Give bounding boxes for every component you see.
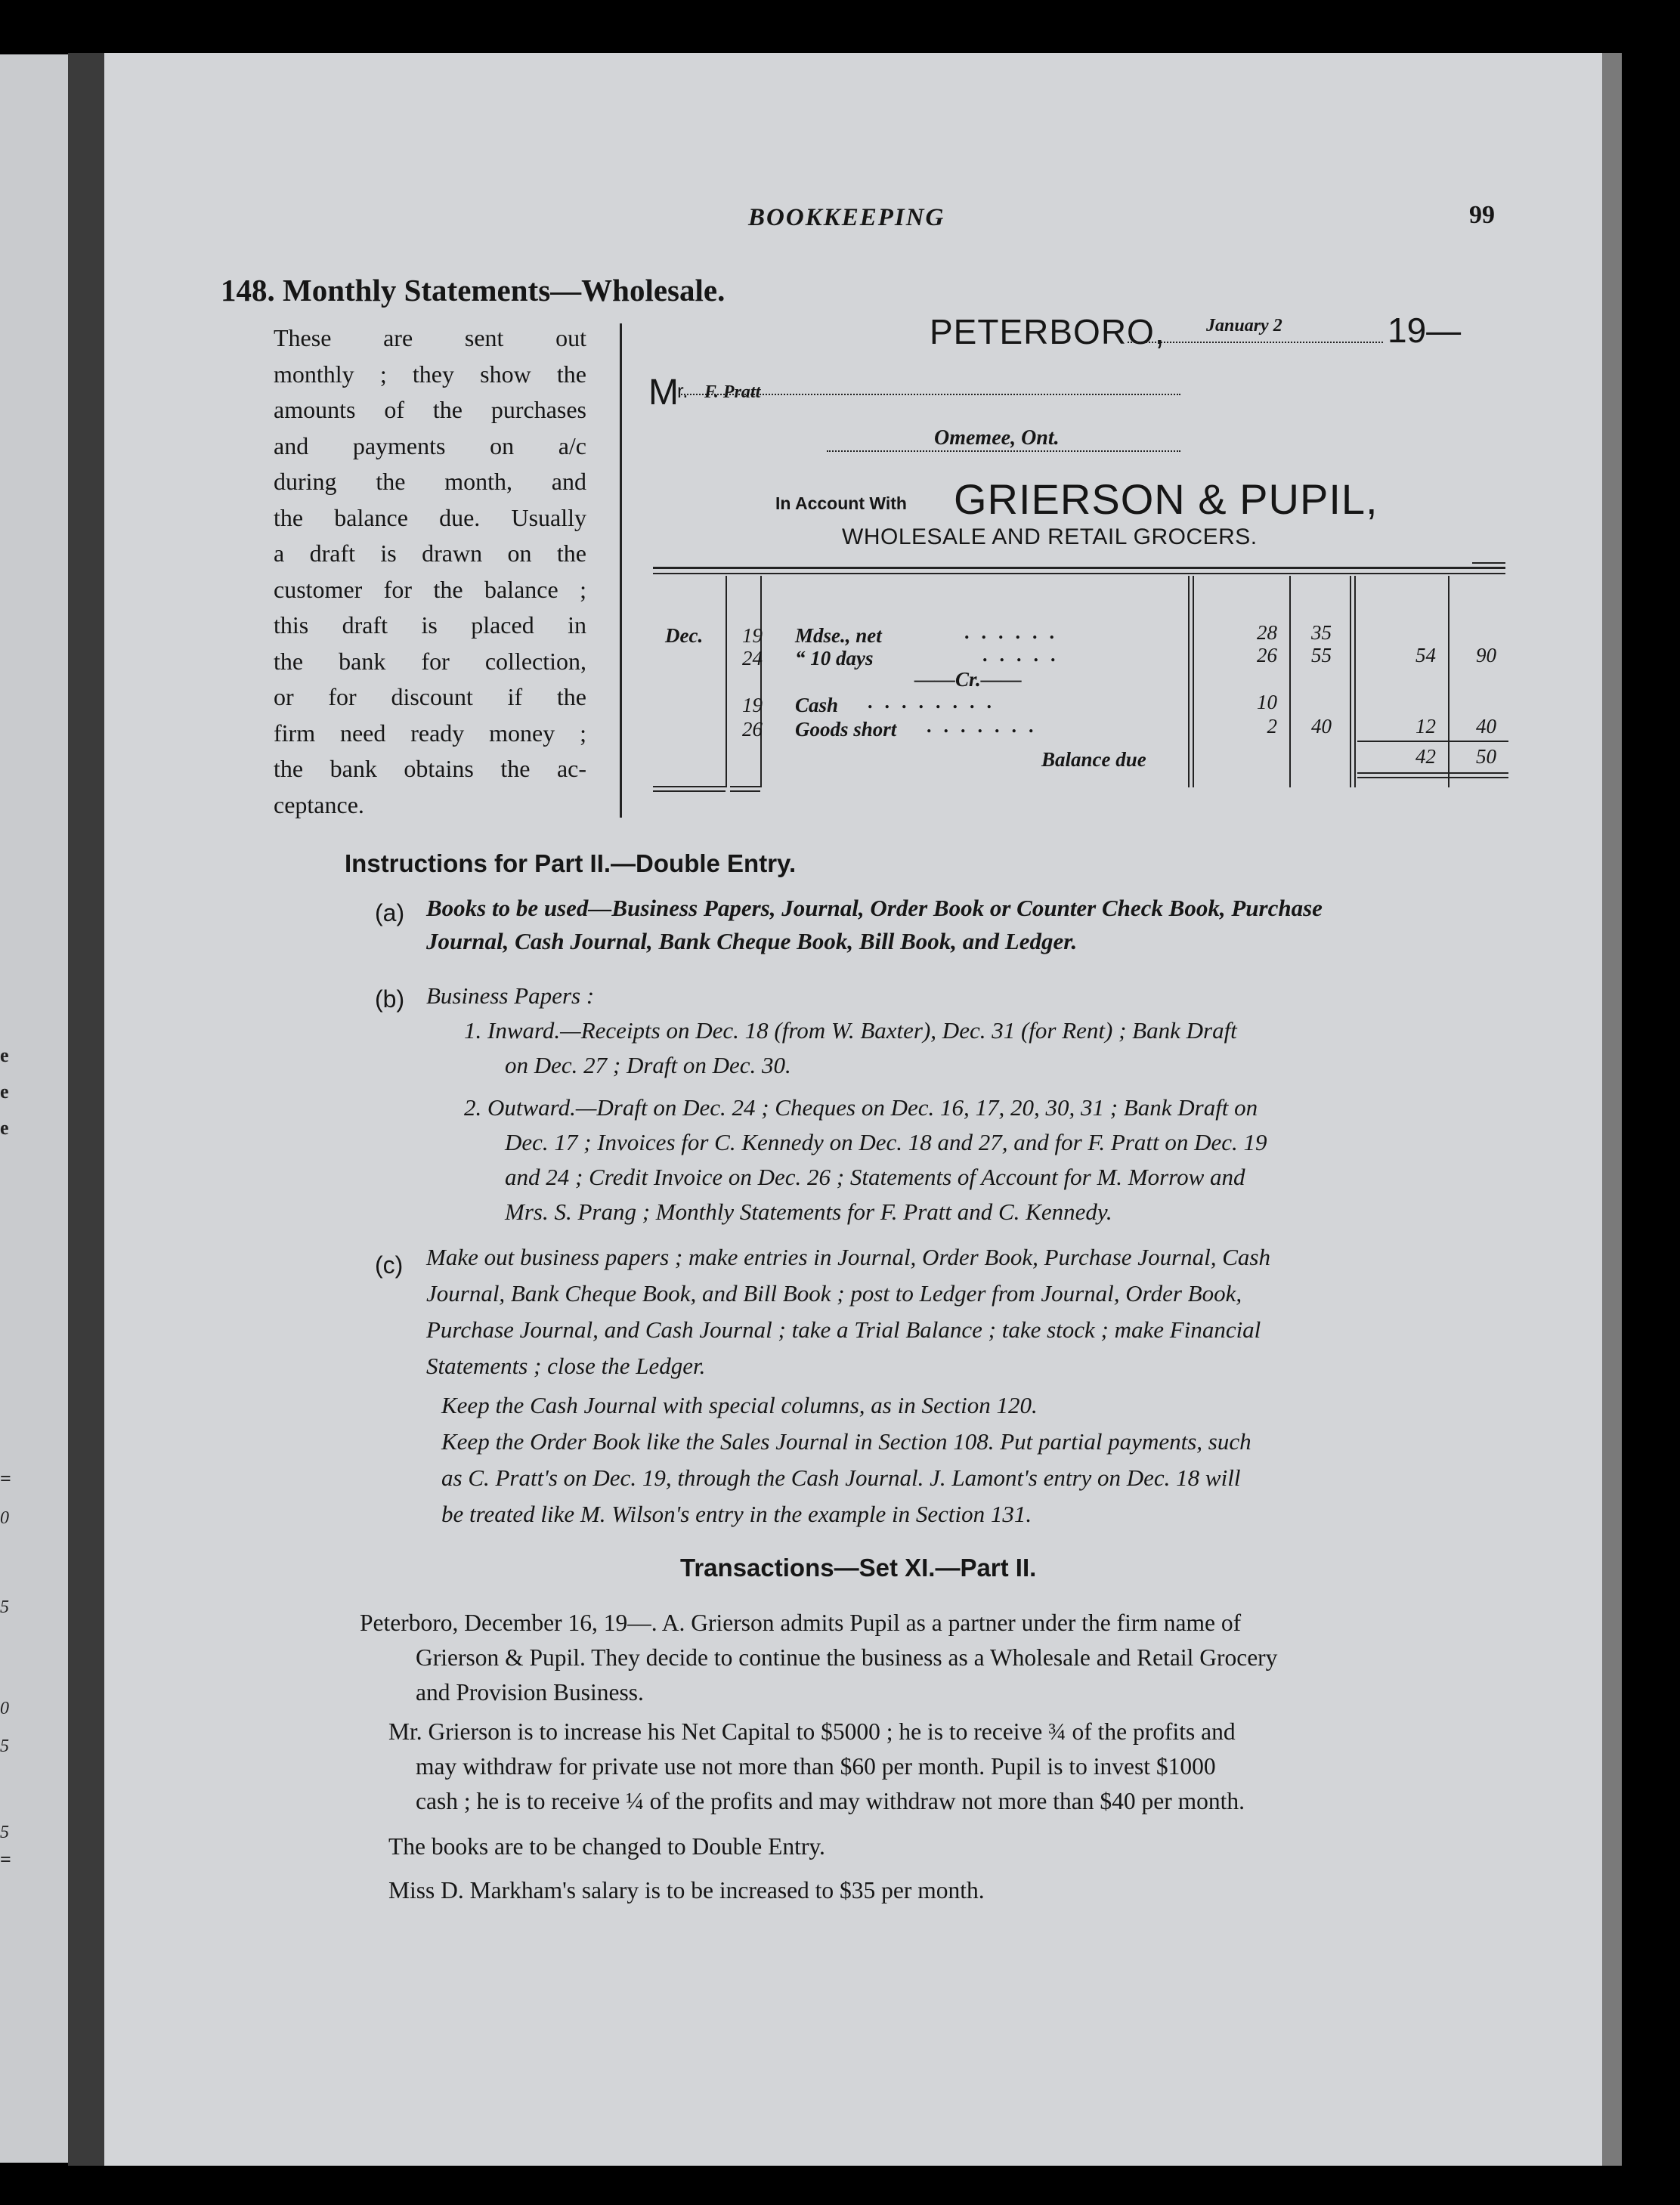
table-rule — [730, 786, 760, 787]
table-column-line — [1193, 576, 1194, 787]
transaction-line: Miss D. Markham's salary is to be increased to $35 per month. — [388, 1877, 985, 1903]
side-text-line: amounts of the purchases — [274, 396, 586, 423]
left-page-fragment: 5 — [0, 1736, 9, 1756]
dotted-line — [827, 450, 1180, 452]
side-text-line: These are sent out — [274, 324, 586, 351]
table-column-line — [760, 576, 762, 787]
total-rule — [1357, 772, 1508, 774]
table-item: Goods short — [795, 718, 897, 741]
instruction-line: as C. Pratt's on Dec. 19, through the Cash Journal. J. Lamont's entry on Dec. 18 will — [441, 1464, 1241, 1491]
label-a: (a) — [375, 899, 405, 926]
table-rule — [653, 786, 726, 787]
table-debit-dollars: 26 — [1257, 644, 1277, 666]
table-item: Mdse., net — [795, 624, 882, 647]
leader-dots: ........ — [868, 691, 1004, 713]
instruction-line: Journal, Cash Journal, Bank Cheque Book, Bill Book, and Ledger. — [426, 928, 1078, 954]
table-column-line — [726, 576, 727, 787]
statement-date: January 2 — [1206, 316, 1282, 336]
table-debit-cents: 35 — [1311, 621, 1332, 644]
instruction-line: Statements ; close the Ledger. — [426, 1353, 706, 1379]
customer-name: F. Pratt — [704, 382, 761, 402]
left-page-fragment: 0 — [0, 1699, 9, 1718]
table-day: 19 — [742, 694, 763, 716]
section-side-text — [274, 320, 586, 823]
statement-year: 19— — [1388, 311, 1462, 350]
instruction-line: Purchase Journal, and Cash Journal ; take a Trial Balance ; take stock ; make Financial — [426, 1316, 1261, 1343]
instruction-line: on Dec. 27 ; Draft on Dec. 30. — [505, 1052, 791, 1078]
instruction-line: Mrs. S. Prang ; Monthly Statements for F. Pratt and C. Kennedy. — [505, 1198, 1112, 1225]
instruction-line: Business Papers : — [426, 982, 595, 1009]
transaction-line: Mr. Grierson is to increase his Net Capital to $5000 ; he is to receive ¾ of the profits and — [388, 1718, 1236, 1745]
customer-town: Omemee, Ont. — [934, 426, 1060, 450]
dotted-line — [1128, 342, 1383, 343]
table-total-cents: 90 — [1476, 644, 1496, 666]
balance-cents: 50 — [1476, 745, 1496, 768]
instruction-line: Dec. 17 ; Invoices for C. Kennedy on Dec. 18 and 27, and for F. Pratt on Dec. 19 — [505, 1129, 1267, 1155]
transaction-line: may withdraw for private use not more than $60 per month. Pupil is to invest $1000 — [416, 1753, 1216, 1780]
table-month: Dec. — [665, 624, 704, 647]
side-text-line: firm need ready money ; — [274, 719, 586, 747]
transactions-title: Transactions—Set XI.—Part II. — [680, 1554, 1037, 1582]
instruction-line: Books to be used—Business Papers, Journal, Order Book or Counter Check Book, Purchase — [426, 895, 1323, 921]
left-page-fragment: = — [0, 1467, 11, 1489]
table-debit-dollars: 28 — [1257, 621, 1277, 644]
firm-name: GRIERSON & PUPIL, — [954, 475, 1378, 523]
page-gutter — [68, 53, 104, 2166]
transaction-line: Peterboro, December 16, 19—. A. Grierson admits Pupil as a partner under the firm name of — [360, 1610, 1242, 1636]
running-head: BOOKKEEPING — [748, 204, 945, 231]
instruction-line: Make out business papers ; make entries in Journal, Order Book, Purchase Journal, Cash — [426, 1244, 1270, 1270]
transaction-line: The books are to be changed to Double Entry. — [388, 1833, 825, 1860]
table-debit-cents: 40 — [1311, 715, 1332, 738]
left-page-fragment: e — [0, 1081, 9, 1102]
table-total-dollars: 12 — [1415, 715, 1436, 738]
table-day: 26 — [742, 718, 763, 741]
left-page-fragment: 5 — [0, 1823, 9, 1842]
table-rule — [653, 790, 726, 792]
side-text-line: a draft is drawn on the — [274, 540, 586, 567]
table-column-line — [1350, 576, 1351, 787]
table-total-dollars: 54 — [1415, 644, 1436, 666]
side-text-line: or for discount if the — [274, 683, 586, 710]
instruction-line: and 24 ; Credit Invoice on Dec. 26 ; Statements of Account for M. Morrow and — [505, 1164, 1245, 1190]
table-column-line — [1354, 576, 1356, 787]
instruction-line: be treated like M. Wilson's entry in the example in Section 131. — [441, 1501, 1032, 1527]
side-text-line: and payments on a/c — [274, 431, 586, 459]
page-number: 99 — [1469, 201, 1495, 229]
table-debit-dollars: 10 — [1257, 691, 1277, 713]
instruction-line: Keep the Order Book like the Sales Journal in Section 108. Put partial payments, such — [441, 1428, 1251, 1455]
label-c: (c) — [375, 1251, 404, 1279]
table-item: Cash — [795, 694, 839, 716]
leader-dots: ....... — [927, 715, 1046, 737]
table-rule — [653, 567, 1505, 569]
mr-prefix: M — [648, 373, 679, 413]
credit-label: ——Cr.—— — [914, 668, 1022, 691]
instruction-line: Journal, Bank Cheque Book, and Bill Book ; post to Ledger from Journal, Order Book, — [426, 1280, 1242, 1307]
balance-label: Balance due — [1041, 748, 1146, 771]
instruction-line: 2. Outward.—Draft on Dec. 24 ; Cheques on Dec. 16, 17, 20, 30, 31 ; Bank Draft on — [464, 1094, 1258, 1121]
transaction-line: and Provision Business. — [416, 1679, 644, 1706]
leader-dots: ...... — [964, 621, 1066, 643]
table-total-cents: 40 — [1476, 715, 1496, 738]
transaction-line: cash ; he is to receive ¼ of the profits and may withdraw not more than $40 per month. — [416, 1788, 1245, 1814]
instructions-title: Instructions for Part II.—Double Entry. — [345, 849, 797, 877]
total-rule — [1357, 777, 1508, 778]
leader-dots: ..... — [982, 644, 1068, 666]
statement-city: PETERBORO, — [930, 312, 1165, 351]
column-divider — [620, 323, 622, 818]
total-rule — [1357, 741, 1508, 742]
left-page-fragment: = — [0, 1848, 11, 1870]
left-page-fragment: e — [0, 1117, 9, 1139]
side-text-line: monthly ; they show the — [274, 360, 586, 388]
table-column-line — [1188, 576, 1190, 787]
side-text-line: the bank obtains the ac- — [274, 755, 586, 782]
transaction-line: Grierson & Pupil. They decide to continue the business as a Wholesale and Retail Grocery — [416, 1644, 1278, 1671]
left-page-fragment: 5 — [0, 1597, 9, 1617]
side-text-line: the bank for collection, — [274, 647, 586, 675]
left-page-fragment: 0 — [0, 1508, 9, 1528]
side-text-line: the balance due. Usually — [274, 503, 586, 531]
instruction-line: Keep the Cash Journal with special columns, as in Section 120. — [441, 1392, 1038, 1418]
side-text-line: ceptance. — [274, 790, 364, 818]
table-rule — [653, 573, 1505, 574]
mr-suffix: r. — [677, 379, 688, 402]
table-rule — [1472, 562, 1505, 564]
left-page-edge — [0, 54, 68, 2163]
label-b: (b) — [375, 985, 405, 1013]
instruction-line: 1. Inward.—Receipts on Dec. 18 (from W. Baxter), Dec. 31 (for Rent) ; Bank Draft — [464, 1017, 1237, 1044]
table-debit-cents: 55 — [1311, 644, 1332, 666]
table-column-line — [1448, 576, 1450, 787]
balance-dollars: 42 — [1415, 745, 1436, 768]
side-text-line: during the month, and — [274, 468, 586, 495]
side-text-line: this draft is placed in — [274, 611, 586, 639]
table-day: 19 — [742, 624, 763, 647]
left-page-fragment: e — [0, 1044, 9, 1066]
table-item: “ 10 days — [795, 647, 874, 670]
table-rule — [730, 790, 760, 792]
table-column-line — [1289, 576, 1291, 787]
page-edge — [1602, 53, 1622, 2166]
in-account-with: In Account With — [775, 493, 907, 513]
table-debit-dollars: 2 — [1267, 715, 1277, 738]
side-text-line: customer for the balance ; — [274, 575, 586, 603]
firm-trade: WHOLESALE AND RETAIL GROCERS. — [842, 524, 1258, 549]
section-title: 148. Monthly Statements—Wholesale. — [221, 273, 726, 308]
table-day: 24 — [742, 647, 763, 670]
